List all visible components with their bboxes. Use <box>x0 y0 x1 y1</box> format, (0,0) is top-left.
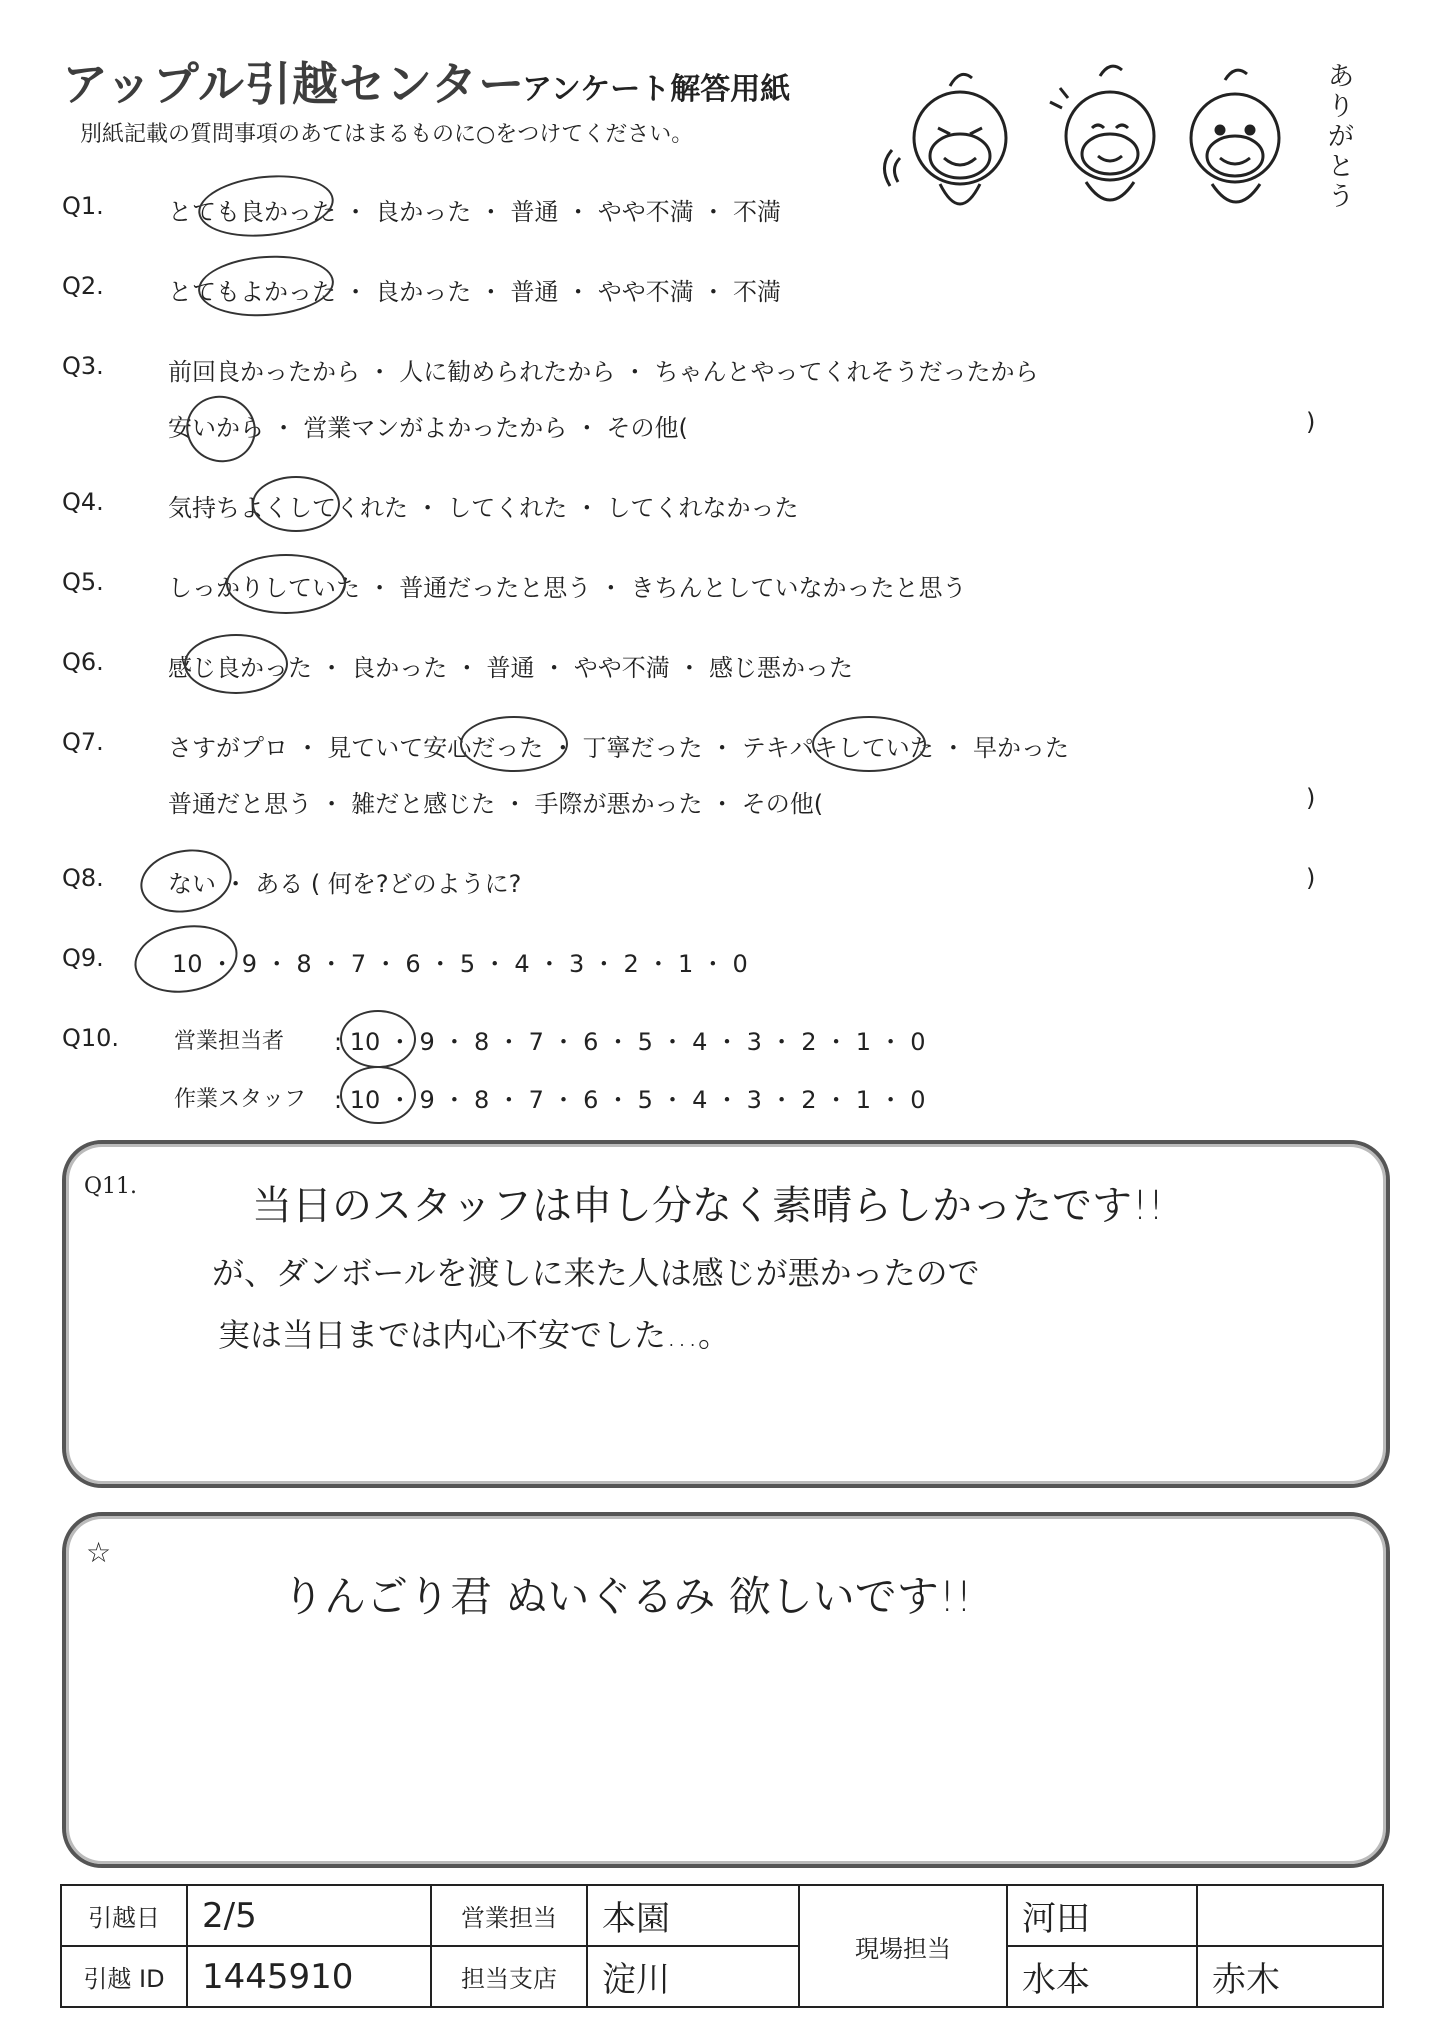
site-staff-2: 水本 <box>1007 1946 1197 2007</box>
q7-close-paren: ) <box>1306 784 1316 812</box>
q1-options: とても良かった ・ 良かった ・ 普通 ・ やや不満 ・ 不満 <box>168 198 782 226</box>
q3-label: Q3. <box>62 352 104 380</box>
sales-value: 本園 <box>587 1885 799 1946</box>
mascot-caption: ありがとう <box>1328 62 1355 212</box>
q7-answer-circle-a <box>460 716 568 772</box>
q5-label: Q5. <box>62 568 104 596</box>
q3-close-paren: ) <box>1306 408 1316 436</box>
q10-staff-scale: : 10 ・ 9 ・ 8 ・ 7 ・ 6 ・ 5 ・ 4 ・ 3 ・ 2 ・ 1 ・ 0 <box>334 1086 926 1114</box>
q4-options: 気持ちよくしてくれた ・ してくれた ・ してくれなかった <box>168 494 799 522</box>
q2-label: Q2. <box>62 272 104 300</box>
q9-label: Q9. <box>62 944 104 972</box>
move-id-label: 引越 ID <box>61 1946 187 2007</box>
q6-answer-circle <box>184 634 288 694</box>
q1-answer-circle <box>195 169 337 243</box>
q5-options: しっかりしていた ・ 普通だったと思う ・ きちんとしていなかったと思う <box>168 574 967 602</box>
q8-close-paren: ) <box>1306 864 1316 892</box>
form-subtitle: アンケート解答用紙 <box>522 72 791 107</box>
q7-answer-circle-b <box>812 716 926 772</box>
site-staff-empty <box>1197 1885 1383 1946</box>
q8-options: ない ・ ある ( 何を?どのように? <box>168 870 522 898</box>
q3-options-line2: 安いから ・ 営業マンがよかったから ・ その他( <box>168 414 688 442</box>
q2-options: とてもよかった ・ 良かった ・ 普通 ・ やや不満 ・ 不満 <box>168 278 782 306</box>
q6-label: Q6. <box>62 648 104 676</box>
site-staff-1: 河田 <box>1007 1885 1197 1946</box>
q11-handwriting-line3: 実は当日までは内心不安でした…。 <box>218 1316 731 1354</box>
q3-options-line1: 前回良かったから ・ 人に勧められたから ・ ちゃんとやってくれそうだったから <box>168 358 1039 386</box>
q6-options: 感じ良かった ・ 良かった ・ 普通 ・ やや不満 ・ 感じ悪かった <box>168 654 854 682</box>
q7-options-line1: さすがプロ ・ 見ていて安心だった ・ 丁寧だった ・ テキパキしていた ・ 早かった <box>168 734 1070 762</box>
q8-answer-circle <box>135 842 236 919</box>
q7-label: Q7. <box>62 728 104 756</box>
q11-label: Q11. <box>84 1174 138 1199</box>
q8-label: Q8. <box>62 864 104 892</box>
q2-answer-circle <box>196 251 336 320</box>
q1-label: Q1. <box>62 192 104 220</box>
brand-title: アップル引越センター <box>62 57 526 111</box>
instruction-text: 別紙記載の質問事項のあてはまるものに○をつけてください。 <box>80 122 694 147</box>
q9-scale: 10 ・ 9 ・ 8 ・ 7 ・ 6 ・ 5 ・ 4 ・ 3 ・ 2 ・ 1 ・ 0 <box>172 950 748 978</box>
branch-value: 淀川 <box>587 1946 799 2007</box>
q10-sales-label: 営業担当者 <box>174 1029 285 1054</box>
q4-label: Q4. <box>62 488 104 516</box>
move-date-label: 引越日 <box>61 1885 187 1946</box>
footer-info-table <box>60 1884 1384 2008</box>
move-id-value: 1445910 <box>187 1946 431 2007</box>
mascot-illustration <box>880 58 1360 238</box>
q3-answer-circle <box>177 386 265 472</box>
q10-staff-label: 作業スタッフ <box>174 1087 307 1112</box>
sales-label: 営業担当 <box>431 1885 587 1946</box>
q5-answer-circle <box>226 554 346 614</box>
q10-sales-scale: : 10 ・ 9 ・ 8 ・ 7 ・ 6 ・ 5 ・ 4 ・ 3 ・ 2 ・ 1 ・ 0 <box>334 1028 926 1056</box>
branch-label: 担当支店 <box>431 1946 587 2007</box>
q7-options-line2: 普通だと思う ・ 雑だと感じた ・ 手際が悪かった ・ その他( <box>168 790 824 818</box>
q9-answer-circle <box>129 917 243 1000</box>
q10-sales-answer-circle <box>340 1010 416 1068</box>
q4-answer-circle <box>252 476 340 532</box>
site-staff-3: 赤木 <box>1197 1946 1383 2007</box>
q10-staff-answer-circle <box>340 1066 416 1124</box>
site-label: 現場担当 <box>799 1885 1007 2007</box>
q11-handwriting-line2: が、ダンボールを渡しに来た人は感じが悪かったので <box>212 1254 980 1292</box>
q10-label: Q10. <box>62 1024 120 1052</box>
q11-handwriting-line1: 当日のスタッフは申し分なく素晴らしかったです!! <box>252 1183 1165 1229</box>
move-date-value: 2/5 <box>187 1885 431 1946</box>
extra-handwriting: りんごり君 ぬいぐるみ 欲しいです!! <box>282 1572 973 1621</box>
star-icon: ☆ <box>86 1536 112 1569</box>
